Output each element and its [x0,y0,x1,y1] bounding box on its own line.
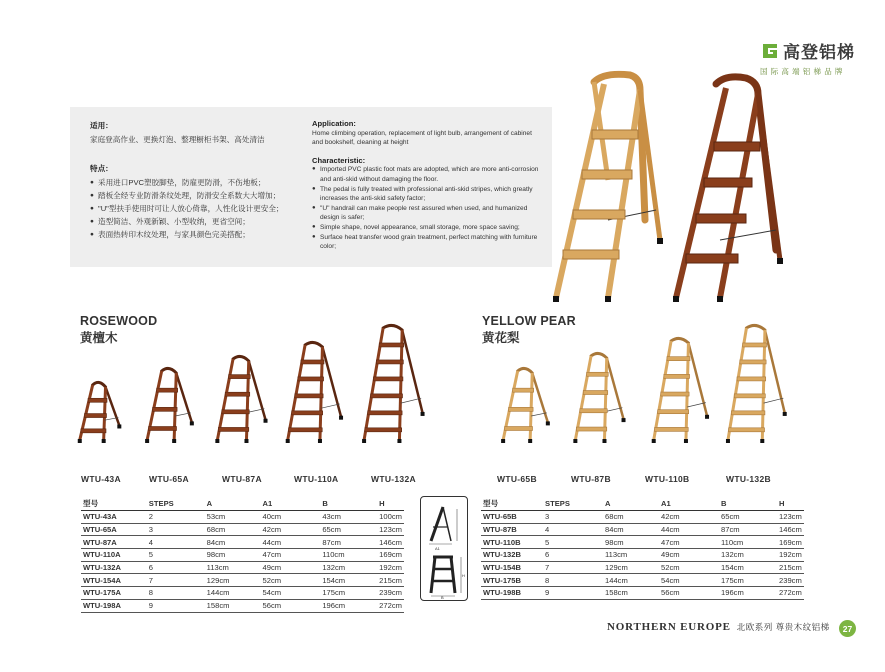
ladder-icon [144,364,196,444]
characteristic-item: ● "U" handrail can make people rest assured when used, and humanized design is safer; [312,204,544,223]
ladder-image [360,321,428,444]
table-cell: 154cm [320,574,377,587]
diagram-label-b: B [441,595,444,600]
table-cell: 158cm [205,599,261,612]
model-label: WTU-132B [726,474,771,484]
table-cell: WTU-87B [481,523,543,536]
ladder-image [284,338,346,444]
dimension-diagram [420,496,468,601]
brand-name: 高登铝梯 [783,43,855,62]
table-cell: 84cm [603,523,659,536]
table-header-cell: STEPS [543,498,603,511]
table-cell: 144cm [205,587,261,600]
table-cell: 47cm [261,549,321,562]
table-cell: 239cm [377,587,404,600]
table-cell: WTU-154A [81,574,147,587]
footer [607,621,830,633]
table-cell: 54cm [659,574,719,587]
rosewood-title-cn: 黄檀木 [80,331,118,345]
table-cell: 65cm [320,523,377,536]
table-header-cell: A [205,498,261,511]
table-row [81,587,404,600]
yellow-pear-spec-table [481,498,804,600]
table-cell: 49cm [261,561,321,574]
table-cell: WTU-132B [481,549,543,562]
ladder-image [650,334,712,444]
model-label: WTU-87B [571,474,611,484]
table-cell: 169cm [777,536,804,549]
dimension-diagram-svg [421,497,467,600]
model-label: WTU-65A [149,474,189,484]
table-cell: 154cm [719,561,777,574]
characteristic-item: ● The pedal is fully treated with professional anti-skid stripes, which greatly increases the anti-skid safety factor; [312,185,544,204]
brand-mark-icon [760,41,780,61]
table-cell: 196cm [320,599,377,612]
table-cell: 175cm [320,587,377,600]
table-cell: 215cm [777,561,804,574]
table-cell: 175cm [719,574,777,587]
table-header-cell: A [603,498,659,511]
table-row [481,574,804,587]
table-cell: 4 [147,536,205,549]
info-english [312,119,544,252]
brand-tagline: 国际高端铝梯品牌 [760,67,846,76]
table-cell: 110cm [320,549,377,562]
table-row [81,536,404,549]
table-cell: 239cm [777,574,804,587]
table-header-cell: STEPS [147,498,205,511]
table-row [481,587,804,600]
yellow-pear-title-en: YELLOW PEAR [482,314,576,328]
table-cell: 129cm [205,574,261,587]
table-header-cell: 型号 [481,498,543,511]
table-cell: WTU-65A [81,523,147,536]
model-label: WTU-110B [645,474,690,484]
table-cell: 6 [543,549,603,562]
ladder-image [572,349,628,444]
feature-item: ● 造型简洁、外观新颖、小型收纳，更省空间； [90,215,310,228]
application-title: Application: [312,119,356,128]
info-chinese [90,119,310,241]
table-row [81,523,404,536]
table-cell: WTU-43A [81,511,147,524]
footer-series-en: NORTHERN EUROPE [607,621,731,633]
table-row [481,523,804,536]
table-cell: 52cm [659,561,719,574]
ladder-icon [572,349,628,444]
model-label: WTU-43A [81,474,121,484]
yellow-pear-title-cn: 黄花梨 [482,331,520,345]
ladder-image [500,364,552,444]
table-header-cell: H [777,498,804,511]
table-header-cell: A1 [659,498,719,511]
table-cell: 87cm [320,536,377,549]
table-cell: 40cm [261,511,321,524]
hero-ladders-image [548,70,788,310]
diagram-label-h: H [462,573,465,578]
features-title: 特点： [90,164,113,173]
table-cell: WTU-65B [481,511,543,524]
table-cell: 7 [543,561,603,574]
ladder-icon [284,338,346,444]
info-panel [70,107,552,267]
table-row [81,599,404,612]
feature-item: ● 表面热转印木纹处理，与家具颜色完美搭配； [90,228,310,241]
ladder-image [724,321,790,444]
ladder-icon [500,364,552,444]
table-cell: 192cm [777,549,804,562]
table-row [81,574,404,587]
table-cell: 44cm [261,536,321,549]
table-row [481,536,804,549]
rosewood-heading [80,314,157,346]
ladder-icon [724,321,790,444]
table-cell: 169cm [377,549,404,562]
ladder-icon [77,378,123,444]
table-cell: 54cm [261,587,321,600]
table-cell: 113cm [205,561,261,574]
table-cell: 42cm [261,523,321,536]
table-header-cell: A1 [261,498,321,511]
feature-item: ● "U"型扶手使用时可让人放心倚靠，人性化设计更安全； [90,202,310,215]
table-cell: 123cm [777,511,804,524]
table-cell: WTU-175A [81,587,147,600]
diagram-label-a1: A1 [435,546,440,551]
hero-rosewood-ladder [673,77,783,302]
table-cell: 3 [543,511,603,524]
table-cell: 5 [147,549,205,562]
table-cell: 272cm [777,587,804,600]
ladder-image [214,352,270,444]
feature-item: ● 踏板全经专业防滑条纹处理，防滑安全系数大大增加； [90,189,310,202]
table-cell: 132cm [320,561,377,574]
table-cell: 196cm [719,587,777,600]
ladder-image [144,364,196,444]
table-row [81,561,404,574]
rosewood-title-en: ROSEWOOD [80,314,158,328]
feature-item: ● 采用进口PVC塑胶脚垫，防雇更防滑，不伤地板； [90,176,310,189]
table-cell: 44cm [659,523,719,536]
table-cell: 110cm [719,536,777,549]
characteristic-title: Characteristic: [312,155,366,165]
table-cell: 215cm [377,574,404,587]
table-header-cell: B [320,498,377,511]
table-cell: 52cm [261,574,321,587]
model-label: WTU-110A [294,474,339,484]
table-header-cell: H [377,498,404,511]
table-cell: WTU-87A [81,536,147,549]
table-cell: 6 [147,561,205,574]
table-cell: 129cm [603,561,659,574]
table-cell: 49cm [659,549,719,562]
table-row [81,511,404,524]
table-row [81,549,404,562]
table-cell: WTU-154B [481,561,543,574]
table-cell: 87cm [719,523,777,536]
table-cell: 272cm [377,599,404,612]
table-cell: 123cm [377,523,404,536]
model-label: WTU-87A [222,474,262,484]
table-row [481,549,804,562]
application-text: Home climbing operation, replacement of light bulb, arrangement of cabinet and bookshelf, cleaning at height [312,129,532,147]
table-cell: 158cm [603,587,659,600]
model-label: WTU-132A [371,474,416,484]
table-cell: 68cm [603,511,659,524]
table-cell: 4 [543,523,603,536]
table-cell: 56cm [659,587,719,600]
table-cell: 8 [147,587,205,600]
table-cell: 42cm [659,511,719,524]
table-cell: 132cm [719,549,777,562]
table-cell: 192cm [377,561,404,574]
ladder-icon [214,352,270,444]
table-cell: 2 [147,511,205,524]
characteristic-item: ● Surface heat transfer wood grain treatment, perfect matching with furniture color; [312,233,544,252]
table-cell: 146cm [377,536,404,549]
ladder-icon [650,334,712,444]
table-cell: 100cm [377,511,404,524]
table-cell: WTU-132A [81,561,147,574]
table-cell: 68cm [205,523,261,536]
table-cell: WTU-110B [481,536,543,549]
table-cell: 56cm [261,599,321,612]
table-cell: WTU-175B [481,574,543,587]
table-cell: 144cm [603,574,659,587]
ladder-icon [360,321,428,444]
page-number: 27 [839,620,856,637]
table-cell: WTU-198B [481,587,543,600]
table-cell: 113cm [603,549,659,562]
yellow-pear-heading [482,314,576,346]
table-cell: 43cm [320,511,377,524]
usage-text: 家庭登高作业、更换灯泡、整理橱柜书架、高处清洁 [90,135,265,144]
table-cell: 47cm [659,536,719,549]
table-cell: 98cm [205,549,261,562]
table-cell: 5 [543,536,603,549]
table-cell: WTU-198A [81,599,147,612]
table-row [481,511,804,524]
table-cell: 146cm [777,523,804,536]
table-cell: 84cm [205,536,261,549]
table-cell: 98cm [603,536,659,549]
table-header-cell: B [719,498,777,511]
table-cell: WTU-110A [81,549,147,562]
table-header-row [81,498,404,511]
table-cell: 65cm [719,511,777,524]
table-header-cell: 型号 [81,498,147,511]
ladder-image [77,378,123,444]
characteristic-item: ● Simple shape, novel appearance, small storage, more space saving; [312,223,544,233]
model-label: WTU-65B [497,474,537,484]
characteristic-item: ● Imported PVC plastic foot mats are adopted, which are more anti-corrosion and anti-skid without damaging the floor. [312,165,544,184]
table-cell: 9 [147,599,205,612]
table-cell: 3 [147,523,205,536]
table-cell: 8 [543,574,603,587]
table-cell: 53cm [205,511,261,524]
rosewood-spec-table [81,498,404,613]
table-row [481,561,804,574]
footer-series-cn: 北欧系列 尊贵木纹铝梯 [736,622,830,632]
usage-title: 适用： [90,121,113,130]
table-cell: 9 [543,587,603,600]
table-cell: 7 [147,574,205,587]
table-header-row [481,498,804,511]
hero-yellow-pear-ladder [553,74,663,302]
brand-row [760,38,870,63]
